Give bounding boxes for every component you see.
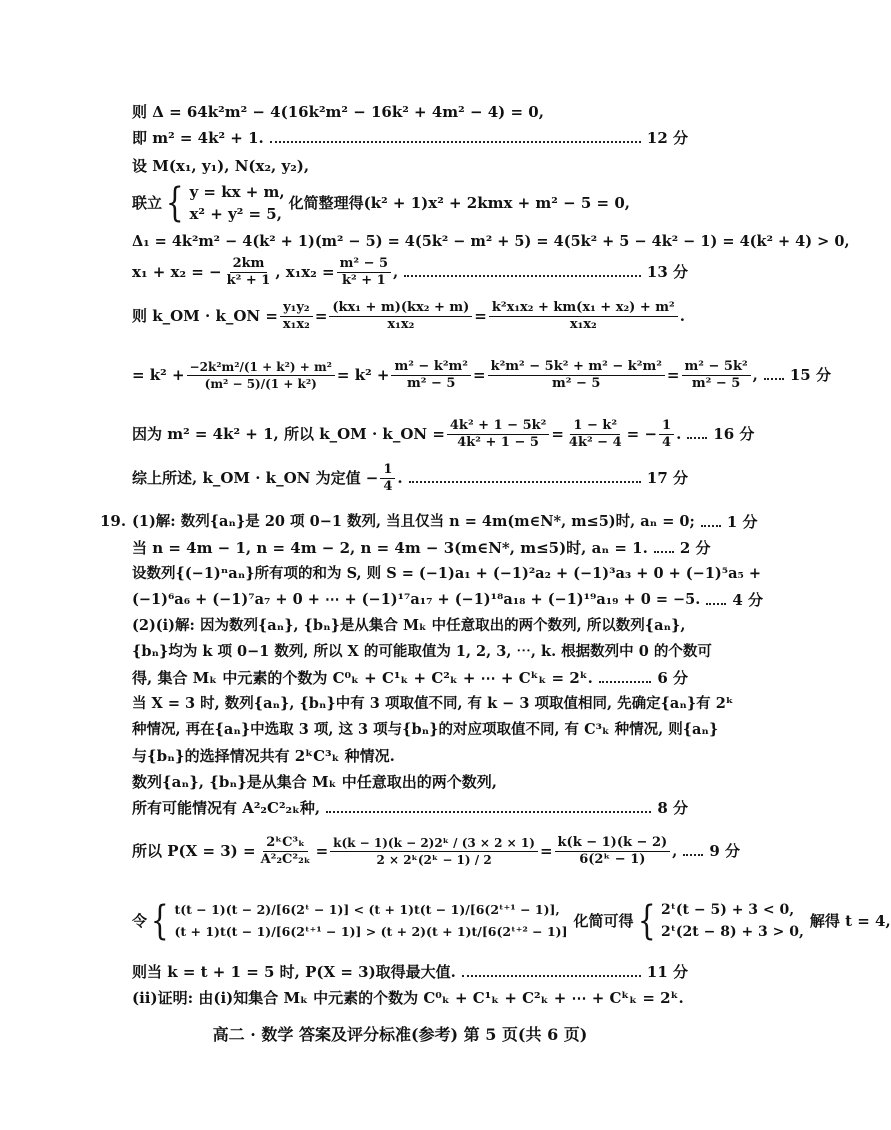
dotted-leader xyxy=(654,551,674,553)
dotted-leader xyxy=(409,481,641,483)
page-footer: 高二 · 数学 答案及评分标准(参考) 第 5 页(共 6 页) xyxy=(212,1025,588,1044)
line-delta1: Δ₁ = 4k²m² − 4(k² + 1)(m² − 5) = 4(5k² − m² + 5) = 4(5k² + 5 − 4k² − 1) = 4(k² + 4) > 0, xyxy=(132,233,850,250)
fraction: $\frac{\text{m² − k²m²}}{\text{m² − 5}}$ xyxy=(391,359,471,392)
fraction: $\frac{\text{k(k − 1)(k − 2)2ᵏ / (3 × 2 × 1)}}{\text{2 × 2ᵏ(2ᵏ − 1) / 2}}$ xyxy=(330,835,538,868)
line-x3-c: 与{bₙ}的选择情况共有 2ᵏC³ₖ 种情况. xyxy=(132,747,395,765)
line-m-squared: 即 m² = 4k² + 1. 12 分 xyxy=(132,129,688,147)
inequality-system: t(t − 1)(t − 2)/[6(2ᵗ − 1)] < (t + 1)t(t − 1)/[6(2ᵗ⁺¹ − 1)], (t + 1)t(t − 1)/[6(2ᵗ⁺¹ − 1)] > (t + 2)(t + 1)t/[6(2ᵗ⁺² − 1)] xyxy=(174,902,568,939)
line-sum-s: 设数列{(−1)ⁿaₙ}所有项的和为 S, 则 S = (−1)a₁ + (−1)²a₂ + (−1)³a₃ + 0 + (−1)⁵a₅ + xyxy=(132,565,762,582)
line-substitution: = k² + $\frac{\text{−2k²m²/(1 + k²) + m²}}{\text{(m² − 5)/(1 + k²)}}$ = k² + $\frac{\text{m² − k²m²}}{\text{m² − 5}}$ = $\frac{\text{k²m² − 5k² + m² − k²m²}}{\text{m² − 5}}$ = $\frac{\text{m² − 5k²}}{\text{m² − 5}}$ , 15 分 xyxy=(132,358,831,391)
line-conclusion: 综上所述, k_OM · k_ON 为定值 − $\frac{1}{4}$ . 17 分 xyxy=(132,461,688,494)
line-probability: 所以 P(X = 3) = $\frac{\text{2ᵏC³ₖ}}{\text{A²₂C²₂ₖ}}$ = $\frac{\text{k(k − 1)(k − 2)2ᵏ / (3 × 2 × 1)}}{\text{2 × 2ᵏ(2ᵏ − 1) / 2}}$ = $\frac{k(k - 1)(k - 2)}{\text{6(2ᵏ − 1)}}$ , 9 分 xyxy=(132,834,741,867)
score-label: 9 分 xyxy=(709,842,741,860)
line-part2-b: {bₙ}均为 k 项 0−1 数列, 所以 X 的可能取值为 1, 2, 3, ⋯, k. 根据数列中 0 的个数可 xyxy=(132,643,712,660)
line-q19-part1: (1)解: 数列{aₙ}是 20 项 0−1 数列, 当且仅当 n = 4m(m∈N*, m≤5)时, aₙ = 0; 1 分 xyxy=(132,513,758,531)
dotted-leader xyxy=(462,975,641,977)
question-number: 19. xyxy=(100,512,127,530)
dotted-leader xyxy=(599,681,651,683)
fraction: $\frac{2km}{\text{k² + 1}}$ xyxy=(226,255,271,288)
fraction: $\frac{\text{y₁y₂}}{\text{x₁x₂}}$ xyxy=(280,300,313,333)
left-brace-icon: { xyxy=(165,180,184,226)
line-x3-a: 当 X = 3 时, 数列{aₙ}, {bₙ}中有 3 项取值不同, 有 k − 3 项取值相同, 先确定{aₙ}有 2ᵏ xyxy=(132,695,734,712)
fraction: $\frac{\text{m² − 5}}{\text{k² + 1}}$ xyxy=(337,256,391,289)
score-label: 4 分 xyxy=(732,591,763,609)
score-label: 6 分 xyxy=(657,669,688,687)
score-label: 1 分 xyxy=(726,513,758,531)
line-x3-b: 种情况, 再在{aₙ}中选取 3 项, 这 3 项与{bₙ}的对应项取值不同, 有 C³ₖ 种情况, 则{aₙ} xyxy=(132,721,719,738)
dotted-leader xyxy=(683,854,703,856)
score-label: 16 分 xyxy=(713,425,755,443)
line-q19-cases: 当 n = 4m − 1, n = 4m − 2, n = 4m − 3(m∈N*, m≤5)时, aₙ = 1. 2 分 xyxy=(132,539,711,557)
score-label: 8 分 xyxy=(657,799,688,817)
dotted-leader xyxy=(404,275,641,277)
fraction: $\frac{1}{4}$ xyxy=(380,462,395,495)
fraction: $\frac{\text{k²x₁x₂ + km(x₁ + x₂) + m²}}{\text{x₁x₂}}$ xyxy=(489,300,678,333)
fraction: $\frac{\text{2ᵏC³ₖ}}{\text{A²₂C²₂ₖ}}$ xyxy=(260,834,311,867)
dotted-leader xyxy=(687,437,707,439)
score-label: 11 分 xyxy=(646,963,688,981)
dotted-leader xyxy=(701,525,721,527)
line-sum-s-cont: (−1)⁶a₆ + (−1)⁷a₇ + 0 + ⋯ + (−1)¹⁷a₁₇ + (−1)¹⁸a₁₈ + (−1)¹⁹a₁₉ + 0 = −5. 4 分 xyxy=(132,591,763,609)
fraction: $\frac{\text{1 − k²}}{\text{4k² − 4}}$ xyxy=(568,417,622,450)
dotted-leader xyxy=(326,811,651,813)
fraction: $\frac{\text{m² − 5k²}}{\text{m² − 5}}$ xyxy=(682,359,751,392)
line-vieta: x₁ + x₂ = − $\frac{2km}{\text{k² + 1}}$ , x₁x₂ = $\frac{\text{m² − 5}}{\text{k² + 1}}$ , 13 分 xyxy=(132,255,688,288)
score-label: 15 分 xyxy=(789,366,831,384)
fraction: $\frac{1}{4}$ xyxy=(659,418,674,451)
dotted-leader xyxy=(764,378,784,380)
line-because: 因为 m² = 4k² + 1, 所以 k_OM · k_ON = $\frac{\text{4k² + 1 − 5k²}}{\text{4k² + 1 − 5}}$ = $\frac{\text{1 − k²}}{\text{4k² − 4}}$ = − $\frac{1}{4}$ . 16 分 xyxy=(132,417,755,450)
score-label: 13 分 xyxy=(646,263,688,281)
fraction: $\frac{\text{4k² + 1 − 5k²}}{\text{4k² + 1 − 5}}$ xyxy=(447,418,549,451)
dotted-leader xyxy=(706,603,726,605)
line-part2-c: 得, 集合 Mₖ 中元素的个数为 C⁰ₖ + C¹ₖ + C²ₖ + ⋯ + Cᵏₖ = 2ᵏ. 6 分 xyxy=(132,669,688,687)
line-let-t: 令 { t(t − 1)(t − 2)/[6(2ᵗ − 1)] < (t + 1)t(t − 1)/[6(2ᵗ⁺¹ − 1)], (t + 1)t(t − 1)/[6(2ᵗ⁺¹ − 1)] > (t + 2)(t + 1)t/[6(2ᵗ⁺² − 1)] 化简可得 { 2ᵗ(t − 5) + 3 < 0, 2ᵗ(2t − 8) + 3 > 0, 解得 t = 4, xyxy=(132,898,891,944)
fraction: $\frac{\text{−2k²m²/(1 + k²) + m²}}{\text{(m² − 5)/(1 + k²)}}$ xyxy=(187,359,335,392)
fraction: $\frac{k(k - 1)(k - 2)}{\text{6(2ᵏ − 1)}}$ xyxy=(555,835,671,868)
line-slope-product: 则 k_OM · k_ON = $\frac{\text{y₁y₂}}{\text{x₁x₂}}$ = $\frac{\text{(kx₁ + m)(kx₂ + m)}}{\text{x₁x₂}}$ = $\frac{\text{k²x₁x₂ + km(x₁ + x₂) + m²}}{\text{x₁x₂}}$ . xyxy=(132,299,685,332)
score-label: 2 分 xyxy=(679,539,711,557)
line-maximum: 则当 k = t + 1 = 5 时, P(X = 3)取得最大值. 11 分 xyxy=(132,963,688,981)
line-proof: (ii)证明: 由(i)知集合 Mₖ 中元素的个数为 C⁰ₖ + C¹ₖ + C²ₖ + ⋯ + Cᵏₖ = 2ᵏ. xyxy=(132,989,684,1007)
fraction: $\frac{\text{k²m² − 5k² + m² − k²m²}}{\text{m² − 5}}$ xyxy=(488,359,665,392)
left-brace-icon: { xyxy=(150,898,169,944)
line-part2: (2)(i)解: 因为数列{aₙ}, {bₙ}是从集合 Mₖ 中任意取出的两个数列, 所以数列{aₙ}, xyxy=(132,617,686,634)
dotted-leader xyxy=(270,141,641,143)
line-system: 联立 { y = kx + m, x² + y² = 5, 化简整理得(k² + 1)x² + 2kmx + m² − 5 = 0, xyxy=(132,180,630,226)
equation-system: y = kx + m, x² + y² = 5, xyxy=(189,183,285,223)
fraction: $\frac{\text{(kx₁ + m)(kx₂ + m)}}{\text{x₁x₂}}$ xyxy=(329,300,472,333)
score-label: 12 分 xyxy=(646,129,688,147)
line-all-cases: 所有可能情况有 A²₂C²₂ₖ种, 8 分 xyxy=(132,799,688,817)
left-brace-icon: { xyxy=(637,898,656,944)
line-sequences: 数列{aₙ}, {bₙ}是从集合 Mₖ 中任意取出的两个数列, xyxy=(132,773,497,791)
line-delta: 则 Δ = 64k²m² − 4(16k²m² − 16k² + 4m² − 4) = 0, xyxy=(132,103,544,121)
line-set-points: 设 M(x₁, y₁), N(x₂, y₂), xyxy=(132,157,310,175)
score-label: 17 分 xyxy=(646,469,688,487)
simplified-system: 2ᵗ(t − 5) + 3 < 0, 2ᵗ(2t − 8) + 3 > 0, xyxy=(660,902,804,940)
